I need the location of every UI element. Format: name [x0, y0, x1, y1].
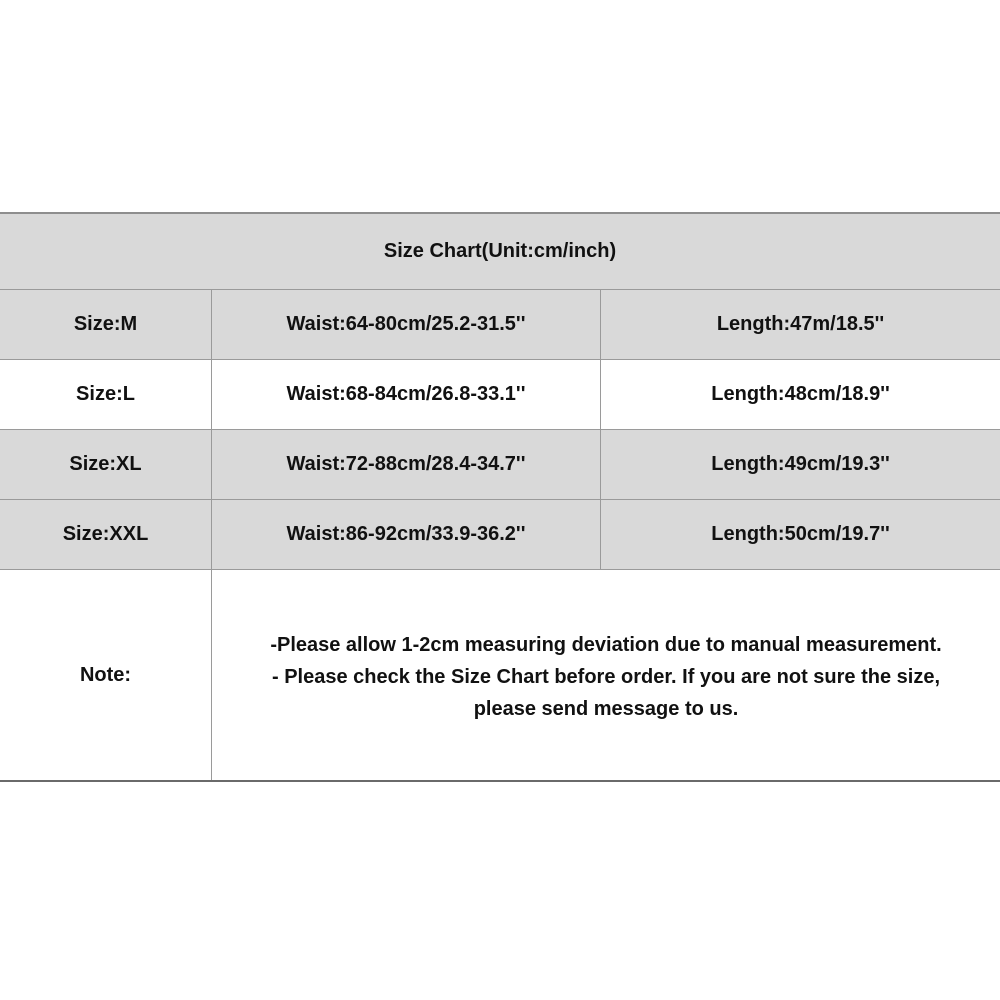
table-row — [0, 500, 1000, 570]
table-title-row — [0, 214, 1000, 290]
waist-cell: Waist:64-80cm/25.2-31.5'' — [212, 290, 601, 359]
note-line: - Please check the Size Chart before order. If you are not sure the size, — [272, 666, 940, 688]
length-cell: Length:47m/18.5'' — [716, 313, 885, 335]
size-cell: Size:XL — [0, 430, 212, 499]
waist-cell: Waist:86-92cm/33.9-36.2'' — [212, 500, 601, 569]
table-row — [0, 430, 1000, 500]
table-title: Size Chart(Unit:cm/inch) — [383, 240, 617, 262]
length-cell: Length:48cm/18.9'' — [711, 383, 890, 405]
note-line: -Please allow 1-2cm measuring deviation due to manual measurement. — [270, 634, 942, 656]
note-label: Note: — [0, 570, 212, 780]
size-chart-table — [0, 212, 1000, 782]
length-cell: Length:49cm/19.3'' — [711, 453, 890, 475]
note-text — [212, 570, 1000, 780]
table-row — [0, 290, 1000, 360]
waist-cell: Waist:68-84cm/26.8-33.1'' — [212, 360, 601, 429]
waist-cell: Waist:72-88cm/28.4-34.7'' — [212, 430, 601, 499]
size-cell: Size:M — [0, 290, 212, 359]
length-cell: Length:50cm/19.7'' — [711, 523, 890, 545]
table-row — [0, 360, 1000, 430]
size-cell: Size:L — [0, 360, 212, 429]
note-row — [0, 570, 1000, 780]
note-line: please send message to us. — [473, 698, 739, 720]
size-cell: Size:XXL — [0, 500, 212, 569]
